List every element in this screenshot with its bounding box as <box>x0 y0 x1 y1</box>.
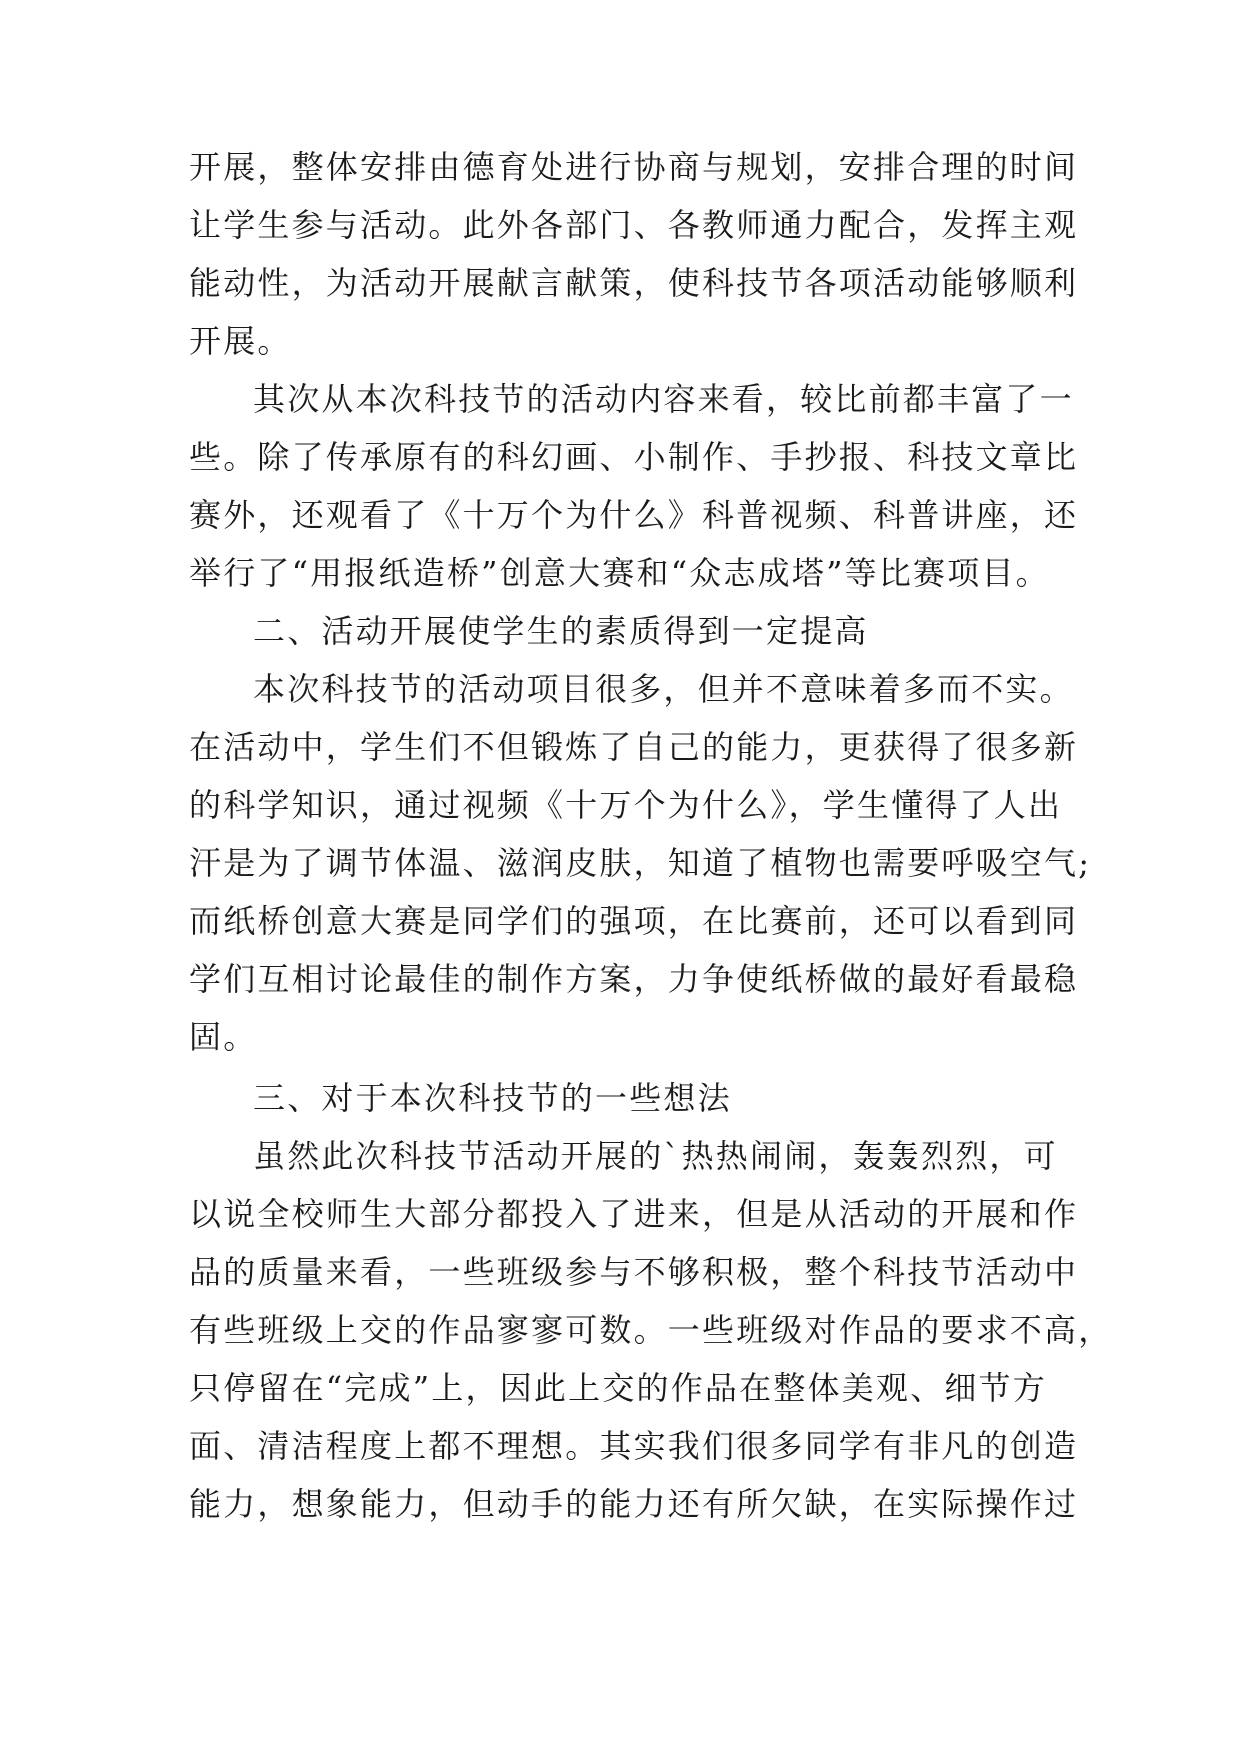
paragraph-start-line: 本次科技节的活动项目很多，但并不意味着多而不实。 <box>253 670 1074 708</box>
text-line: 能动性，为活动开展献言献策，使科技节各项活动能够顺利 <box>189 264 1079 302</box>
section-heading: 三、对于本次科技节的一些想法 <box>253 1079 732 1117</box>
text-line: 在活动中，学生们不但锻炼了自己的能力，更获得了很多新 <box>189 728 1079 766</box>
text-line: 赛外，还观看了《十万个为什么》科普视频、科普讲座，还 <box>189 496 1079 534</box>
text-line: 学们互相讨论最佳的制作方案，力争使纸桥做的最好看最稳 <box>189 960 1079 998</box>
text-line: 品的质量来看，一些班级参与不够积极，整个科技节活动中 <box>189 1253 1079 1291</box>
text-line: 有些班级上交的作品寥寥可数。一些班级对作品的要求不高， <box>189 1311 1113 1349</box>
paragraph-start-line: 其次从本次科技节的活动内容来看，较比前都丰富了一 <box>253 380 1074 418</box>
text-line: 面、清洁程度上都不理想。其实我们很多同学有非凡的创造 <box>189 1427 1079 1465</box>
paragraph-start-line: 虽然此次科技节活动开展的`热热闹闹，轰轰烈烈，可 <box>253 1137 1058 1175</box>
text-line: 的科学知识，通过视频《十万个为什么》，学生懂得了人出 <box>189 786 1063 824</box>
text-line: 而纸桥创意大赛是同学们的强项，在比赛前，还可以看到同 <box>189 902 1079 940</box>
text-line: 举行了“用报纸造桥”创意大赛和“众志成塔”等比赛项目。 <box>189 554 1050 592</box>
text-line: 以说全校师生大部分都投入了进来，但是从活动的开展和作 <box>189 1195 1079 1233</box>
text-line: 让学生参与活动。此外各部门、各教师通力配合，发挥主观 <box>189 206 1079 244</box>
text-line: 只停留在“完成”上，因此上交的作品在整体美观、细节方 <box>189 1369 1047 1407</box>
text-line: 固。 <box>189 1018 258 1056</box>
text-line: 开展，整体安排由德育处进行协商与规划，安排合理的时间 <box>189 148 1079 186</box>
text-line: 些。除了传承原有的科幻画、小制作、手抄报、科技文章比 <box>189 438 1079 476</box>
section-heading: 二、活动开展使学生的素质得到一定提高 <box>253 612 869 650</box>
text-line: 开展。 <box>189 322 292 360</box>
text-line: 汗是为了调节体温、滋润皮肤，知道了植物也需要呼吸空气; <box>189 844 1092 882</box>
text-line: 能力，想象能力，但动手的能力还有所欠缺，在实际操作过 <box>189 1485 1079 1523</box>
